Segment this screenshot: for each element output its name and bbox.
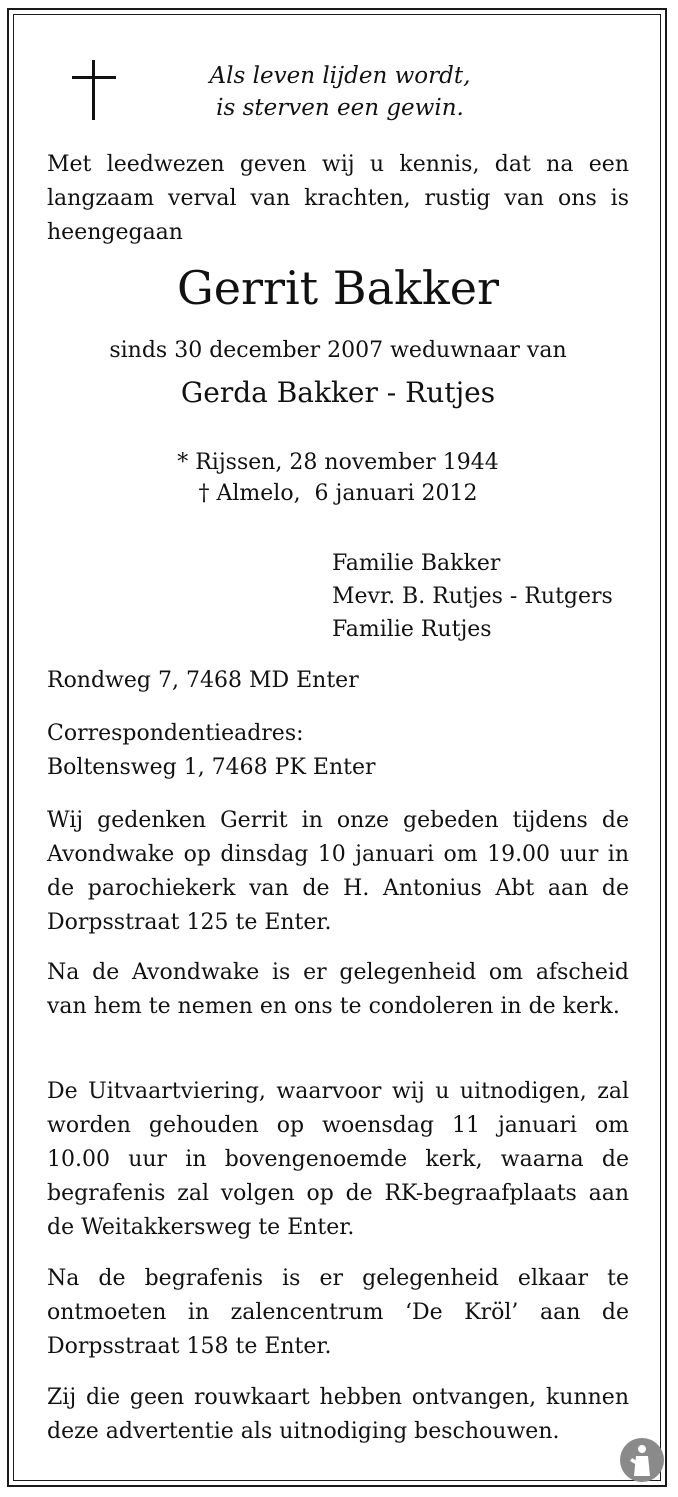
birth-date: * Rijssen, 28 november 1944 — [177, 450, 499, 475]
motto — [150, 60, 530, 124]
correspondence-address: Boltensweg 1, 7468 PK Enter — [47, 755, 376, 780]
closing-paragraph: Zij die geen rouwkaart hebben ontvangen, kunnen deze advertentie als uitnodiging beschouwen. — [47, 1385, 629, 1444]
spouse-name: Gerda Bakker - Rutjes — [180, 376, 496, 409]
family-line: Familie Bakker — [332, 551, 501, 576]
family-signatories — [332, 547, 652, 646]
publisher-logo-icon — [618, 1436, 666, 1484]
deceased-name: Gerrit Bakker — [177, 261, 499, 315]
cross-icon — [72, 60, 116, 120]
family-line: Mevr. B. Rutjes - Rutgers — [332, 584, 613, 609]
widower-line: sinds 30 december 2007 weduwnaar van — [109, 338, 567, 363]
correspondence-block — [47, 717, 629, 785]
life-dates — [47, 447, 629, 509]
home-address: Rondweg 7, 7468 MD Enter — [47, 668, 359, 693]
motto-line-1: Als leven lijden wordt, — [209, 63, 471, 89]
funeral-paragraph: De Uitvaartviering, waarvoor wij u uitnodigen, zal worden gehouden op woensdag 11 januari om 10.00 uur in bovengenoemde kerk, waarna de begrafenis zal volgen op de RK-begraafplaats aan de Weitakkersweg te Enter. — [47, 1079, 629, 1240]
family-line: Familie Rutjes — [332, 617, 492, 642]
farewell-paragraph: Na de Avondwake is er gelegenheid om afscheid van hem te nemen en ons te condoleren in de kerk. — [47, 960, 629, 1019]
vigil-paragraph: Wij gedenken Gerrit in onze gebeden tijdens de Avondwake op dinsdag 10 januari om 19.00 uur in de parochiekerk van de H. Antonius Abt aan de Dorpsstraat 125 te Enter. — [47, 808, 629, 935]
meeting-paragraph: Na de begrafenis is er gelegenheid elkaar te ontmoeten in zalencentrum ‘De Kröl’ aan de Dorpsstraat 158 te Enter. — [47, 1266, 629, 1359]
intro-text: Met leedwezen geven wij u kennis, dat na een langzaam verval van krachten, rustig van ons is heengegaan — [47, 152, 629, 245]
correspondence-label: Correspondentieadres: — [47, 721, 304, 746]
motto-line-2: is sterven een gewin. — [216, 95, 464, 121]
death-date: † Almelo, 6 januari 2012 — [198, 481, 478, 506]
